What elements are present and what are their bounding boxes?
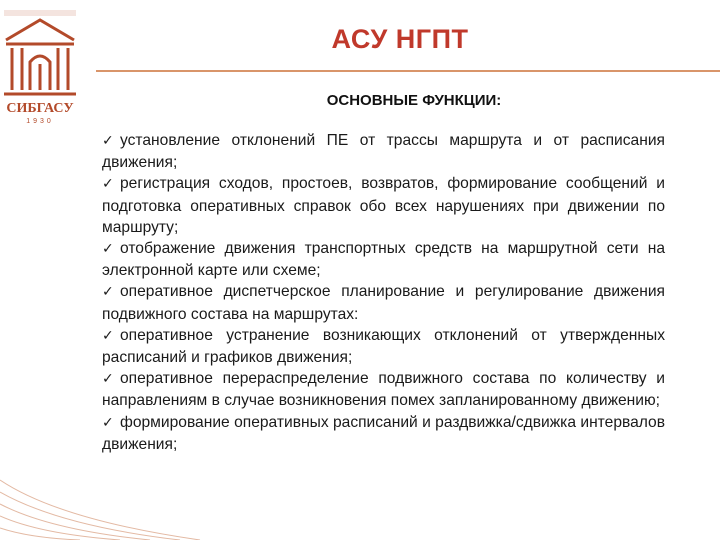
list-item-text: оперативное диспетчерское планирование и регулирование движения подвижного состава на маршрутах: (102, 283, 665, 323)
checkmark-icon: ✓ (102, 133, 114, 149)
list-item (102, 368, 665, 411)
list-item-text: установление отклонений ПЕ от трассы маршрута и от расписания движения; (102, 132, 665, 172)
list-item (102, 130, 665, 173)
checkmark-icon: ✓ (102, 241, 114, 258)
checkmark-icon: ✓ (102, 327, 114, 344)
logo-text: СИБГАСУ (6, 101, 74, 116)
list-item (102, 325, 665, 368)
decorative-corner-lines (0, 450, 220, 540)
list-item-text: регистрация сходов, простоев, возвратов, формирование сообщений и подготовка оперативных справок обо всех нарушениях при движении по маршруту; (102, 175, 665, 236)
list-item (102, 281, 665, 324)
functions-list (102, 130, 665, 455)
header-divider (96, 70, 720, 72)
logo-year: 1930 (26, 118, 54, 125)
list-item-text: формирование оперативных расписаний и раздвижка/сдвижка интервалов движения; (102, 413, 665, 453)
list-item-text: отображение движения транспортных средств на маршрутной сети на электронной карте или схеме; (102, 240, 665, 280)
checkmark-icon: ✓ (102, 414, 114, 431)
list-item-text: оперативное перераспределение подвижного состава по количеству и направлениям в случае возникновения помех запланированному движению; (102, 370, 665, 410)
list-item (102, 173, 665, 238)
list-item (102, 412, 665, 455)
section-subtitle: ОСНОВНЫЕ ФУНКЦИИ: (326, 92, 502, 109)
checkmark-icon: ✓ (102, 284, 114, 301)
list-item-text: оперативное устранение возникающих отклонений от утвержденных расписаний и графиков движения; (102, 326, 665, 367)
checkmark-icon: ✓ (102, 176, 114, 193)
page-title: АСУ НГПТ (331, 24, 469, 54)
list-item (102, 238, 665, 281)
checkmark-icon: ✓ (102, 371, 114, 388)
